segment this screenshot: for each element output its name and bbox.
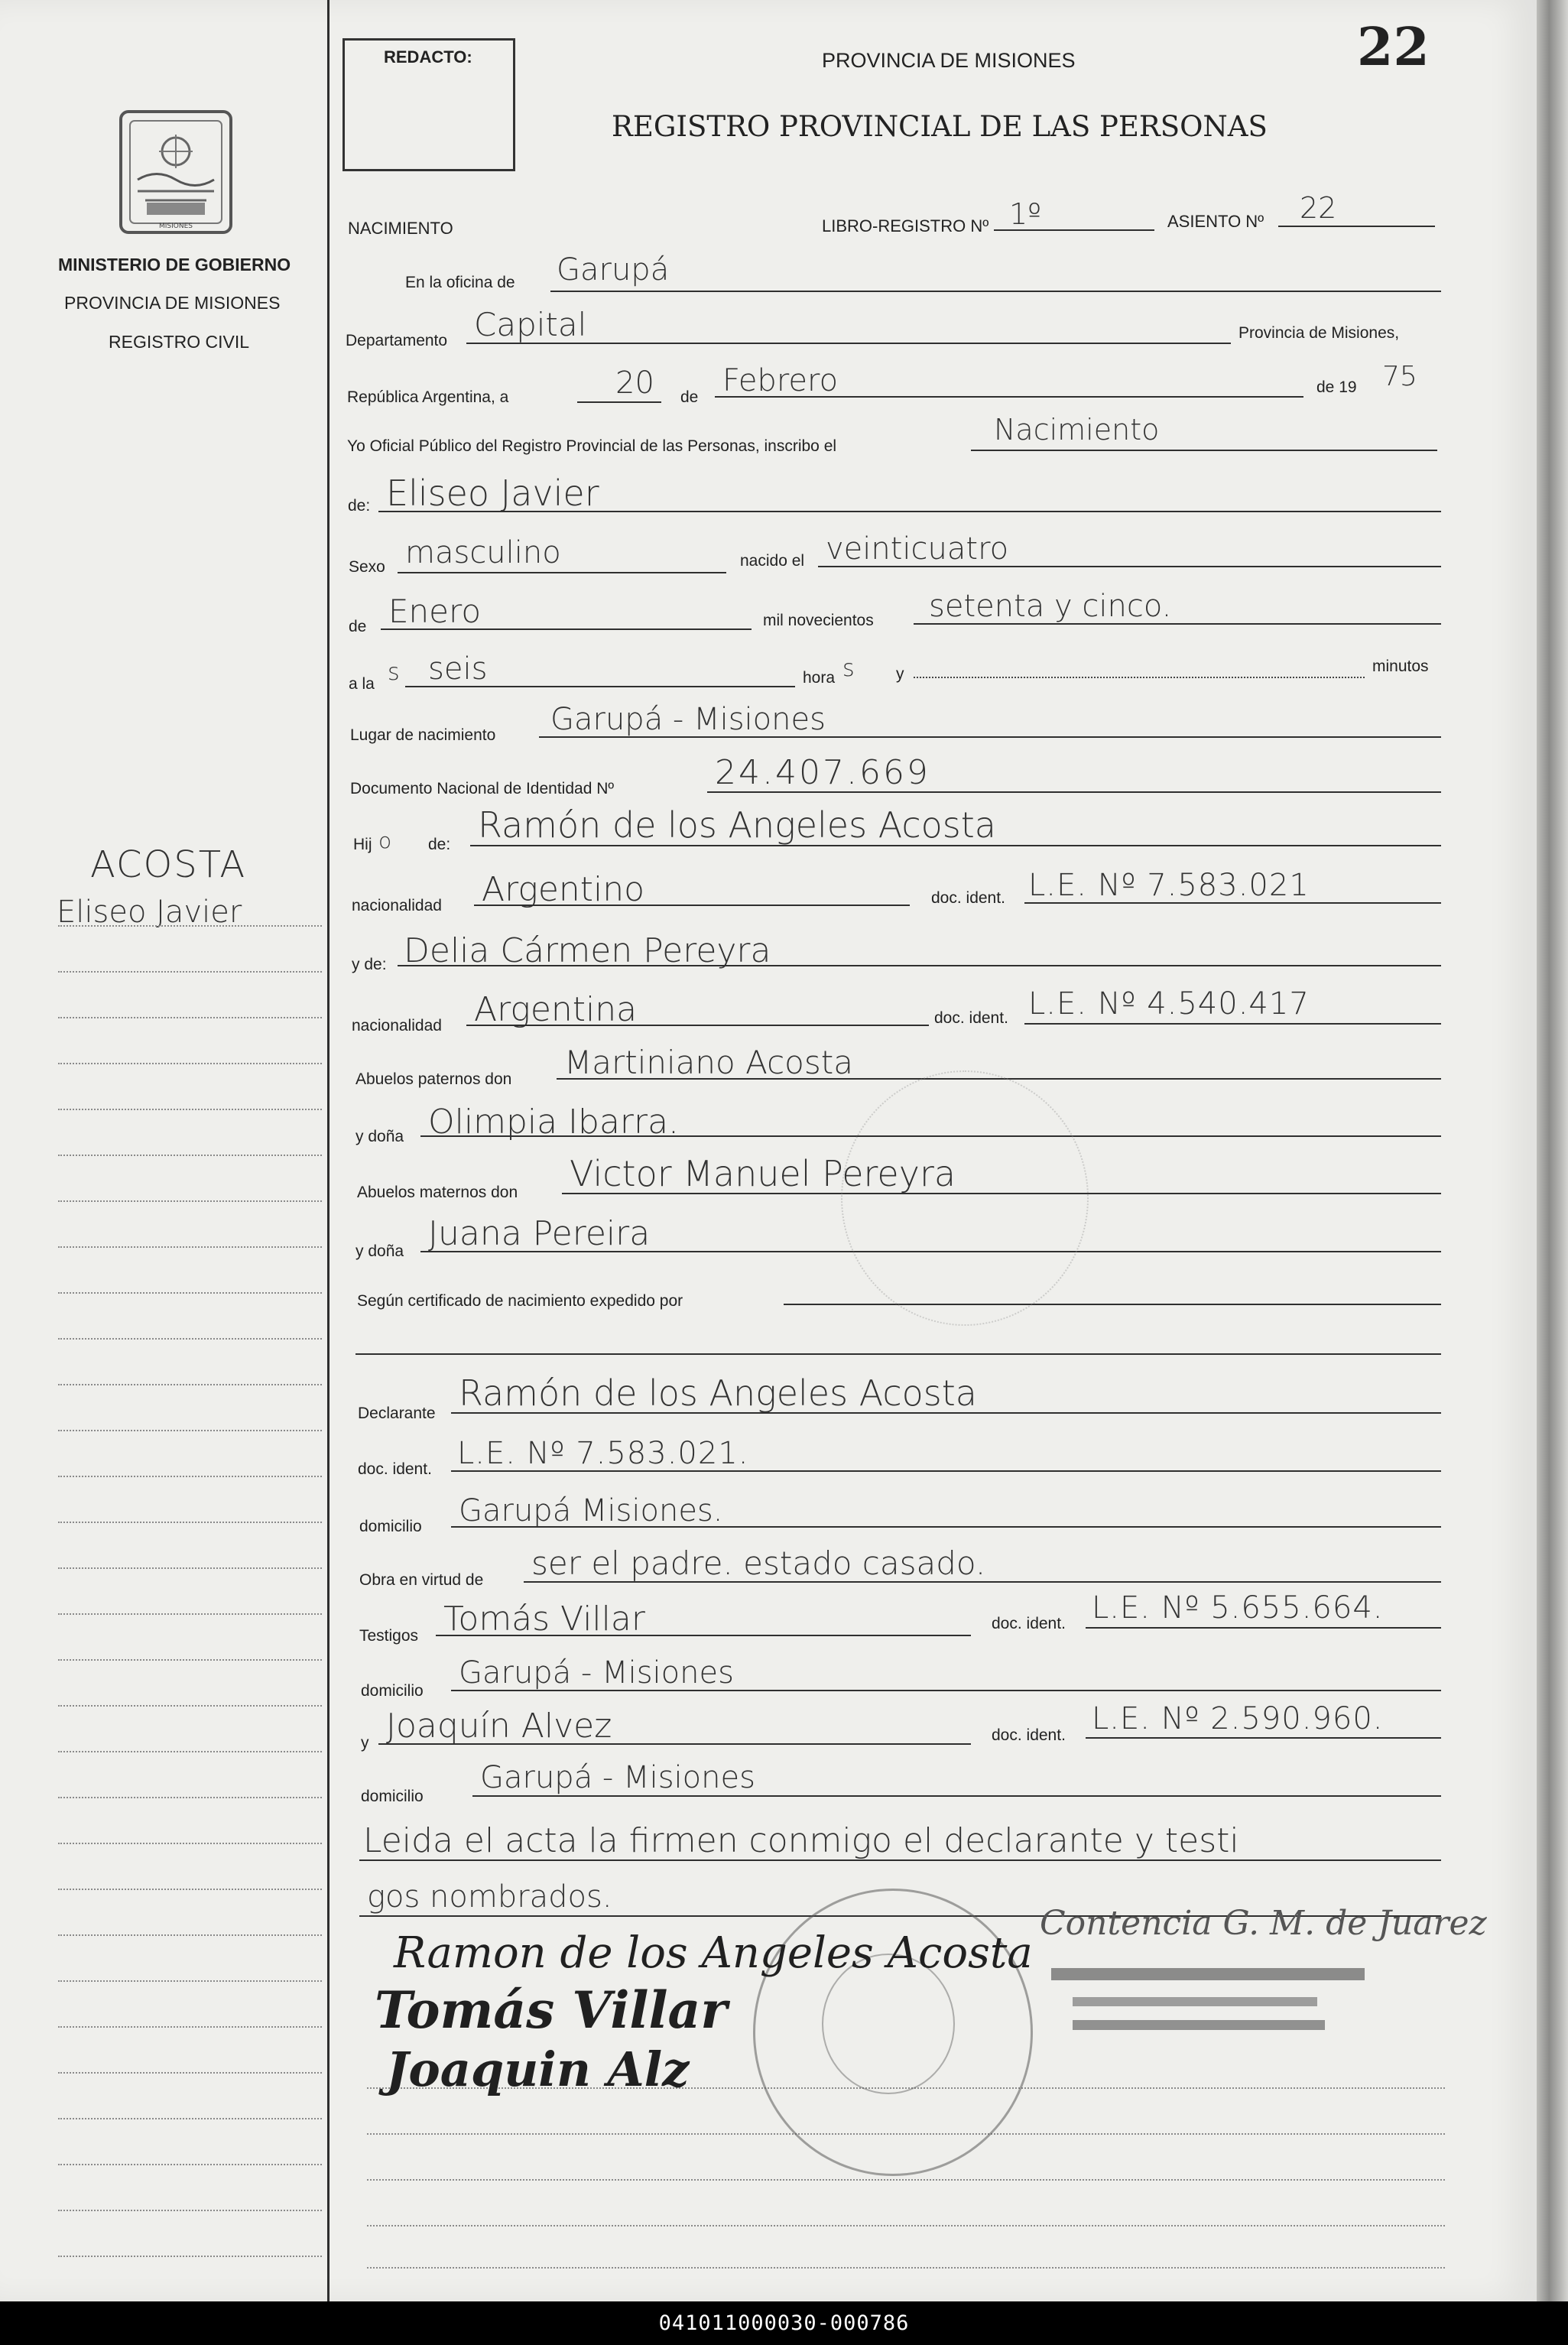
born-label: nacido el (740, 552, 805, 570)
witness1-domicile: Garupá - Misiones (459, 1655, 734, 1691)
department-value: Capital (474, 306, 587, 343)
declarant-domicile: Garupá Misiones. (459, 1493, 723, 1528)
mother-doc: L.E. Nº 4.540.417 (1028, 986, 1310, 1021)
month-de-label: de (680, 388, 699, 406)
margin-divider (327, 0, 330, 2301)
sex-value: masculino (405, 535, 561, 570)
maternal-dona-label: y doña (355, 1242, 404, 1260)
birthplace-value: Garupá - Misiones (550, 702, 826, 737)
sex-label: Sexo (349, 558, 385, 576)
mother-nationality-label: nacionalidad (352, 1017, 442, 1034)
dni-label: Documento Nacional de Identidad Nº (350, 780, 615, 797)
witness1-doc-label: doc. ident. (992, 1615, 1066, 1632)
department-label: Departamento (346, 332, 448, 349)
maternal-label: Abuelos maternos don (357, 1184, 518, 1201)
entry-label: ASIENTO Nº (1167, 212, 1264, 231)
person-name: Eliseo Javier (386, 473, 599, 514)
declarant-doc-label: doc. ident. (358, 1460, 432, 1478)
book-value: 1º (1009, 197, 1042, 231)
margin-given-names: Eliseo Javier (57, 895, 242, 930)
republic-label: República Argentina, a (347, 388, 509, 406)
virtue-label: Obra en virtud de (359, 1571, 484, 1589)
ministry-label: MINISTERIO DE GOBIERNO (58, 255, 291, 274)
office-label: En la oficina de (405, 274, 515, 291)
declarant-domicile-label: domicilio (359, 1518, 422, 1535)
born-month: Enero (388, 593, 482, 630)
witnesses-label: Testigos (359, 1627, 419, 1645)
witness2-name: Joaquín Alvez (386, 1707, 612, 1746)
day-value: 20 (615, 365, 654, 401)
witness2-doc-label: doc. ident. (992, 1726, 1066, 1744)
of-label: de: (348, 497, 371, 515)
mother-nationality: Argentina (474, 990, 638, 1029)
witness2-domicile-label: domicilio (361, 1788, 424, 1805)
year-label: de 19 (1316, 378, 1357, 396)
father-doc: L.E. Nº 7.583.021 (1028, 868, 1310, 903)
child-de-label: de: (428, 836, 451, 853)
closing-line-2: gos nombrados. (367, 1879, 612, 1915)
birthplace-label: Lugar de nacimiento (350, 726, 496, 744)
father-name: Ramón de los Angeles Acosta (478, 804, 996, 846)
and-label: y (896, 665, 904, 683)
witness1-domicile-label: domicilio (361, 1682, 424, 1700)
page-number: 22 (1357, 17, 1430, 78)
hour-value: seis (428, 651, 488, 687)
maternal-grandmother: Juana Pereira (428, 1214, 651, 1253)
child-suffix: o (378, 828, 392, 853)
entry-value: 22 (1300, 191, 1337, 225)
faint-seal (841, 1070, 1089, 1326)
born-de-label: de (349, 618, 367, 635)
father-doc-label: doc. ident. (931, 889, 1005, 907)
hour-label: hora (803, 669, 836, 687)
and-of-label: y de: (352, 956, 387, 973)
certificate-label: Según certificado de nacimiento expedido por (357, 1292, 683, 1310)
dni-value: 24.407.669 (715, 753, 930, 792)
witness2-signature: Joaquin Alz (386, 2041, 690, 2097)
child-label: Hij (353, 836, 372, 853)
official-value: Nacimiento (994, 413, 1160, 447)
y-label: y (361, 1734, 369, 1752)
province-suffix: Provincia de Misiones, (1238, 324, 1400, 342)
sidebar-registry-label: REGISTRO CIVIL (109, 332, 250, 352)
declarant-signature: Ramon de los Angeles Acosta (394, 1928, 1033, 1978)
mother-doc-label: doc. ident. (934, 1009, 1008, 1027)
thousand-label: mil novecientos (763, 612, 874, 629)
paternal-dona-label: y doña (355, 1128, 404, 1145)
declarant-name: Ramón de los Angeles Acosta (459, 1372, 977, 1414)
virtue-value: ser el padre. estado casado. (531, 1544, 986, 1582)
maternal-grandfather: Victor Manuel Pereyra (570, 1153, 956, 1194)
official-signature: Contencia G. M. de Juarez (1040, 1904, 1487, 1943)
official-label: Yo Oficial Público del Registro Provincial de las Personas, inscribo el (347, 437, 837, 455)
image-id-footer: 041011000030-000786 (0, 2301, 1568, 2345)
page-edge (1537, 0, 1568, 2301)
witness1-signature: Tomás Villar (375, 1980, 728, 2040)
born-day: veinticuatro (826, 531, 1009, 567)
province-coat-of-arms-icon (115, 107, 237, 237)
paternal-label: Abuelos paternos don (355, 1070, 512, 1088)
paternal-grandmother: Olimpia Ibarra. (428, 1103, 680, 1142)
born-year-words: setenta y cinco. (929, 589, 1172, 624)
year-value: 75 (1382, 361, 1417, 392)
header-province: PROVINCIA DE MISIONES (822, 49, 1076, 72)
margin-surname: ACOSTA (90, 843, 247, 886)
redacto-label: REDACTO: (384, 47, 472, 67)
sidebar-province-label: PROVINCIA DE MISIONES (64, 293, 281, 313)
seal-label: MISIONES (158, 222, 193, 230)
declarant-doc: L.E. Nº 7.583.021. (457, 1436, 749, 1471)
declarant-label: Declarante (358, 1405, 436, 1422)
witness1-doc: L.E. Nº 5.655.664. (1092, 1590, 1384, 1626)
at-suffix: s (388, 659, 400, 686)
hour-suffix: s (842, 655, 855, 682)
office-value: Garupá (557, 252, 670, 287)
paternal-grandfather: Martiniano Acosta (564, 1044, 853, 1081)
month-value: Febrero (722, 363, 839, 398)
father-nationality: Argentino (482, 870, 645, 909)
act-type-label: NACIMIENTO (348, 219, 453, 238)
minutes-label: minutos (1372, 658, 1429, 675)
closing-line-1: Leida el acta la firmen conmigo el declarante y testi (363, 1821, 1239, 1860)
official-stamp-text-icon (1051, 1965, 1372, 2049)
mother-name: Delia Cármen Pereyra (404, 931, 771, 970)
father-nationality-label: nacionalidad (352, 897, 442, 914)
witness2-domicile: Garupá - Misiones (480, 1760, 755, 1795)
book-label: LIBRO-REGISTRO Nº (822, 216, 989, 235)
witness2-doc: L.E. Nº 2.590.960. (1092, 1701, 1384, 1736)
at-label: a la (349, 675, 375, 693)
witness1-name: Tomás Villar (443, 1600, 645, 1639)
registry-title: REGISTRO PROVINCIAL DE LAS PERSONAS (612, 110, 1268, 143)
